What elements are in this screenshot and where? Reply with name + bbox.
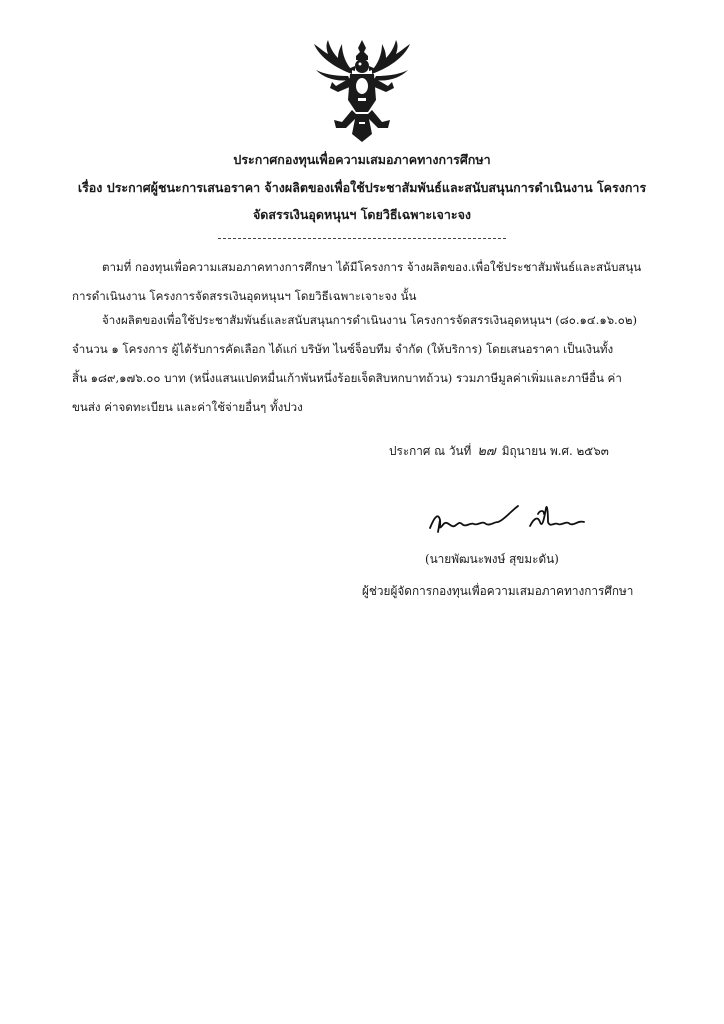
handwritten-signature-icon — [426, 498, 596, 542]
signer-title: ผู้ช่วยผู้จัดการกองทุนเพื่อความเสมอภาคทางการศึกษา — [362, 584, 634, 598]
heading-divider — [218, 238, 506, 239]
paragraph-line: จำนวน ๑ โครงการ ผู้ได้รับการคัดเลือก ได้แก่ บริษัท ไนซ์จ็อบทีม จำกัด (ให้บริการ) โดยเสนอราคา เป็นเงินทั้ง — [72, 342, 614, 356]
paragraph-line: สิ้น ๑๘๙,๑๗๖.๐๐ บาท (หนึ่งแสนแปดหมื่นเก้าพันหนึ่งร้อยเจ็ดสิบหกบาทถ้วน) รวมภาษีมูลค่าเพิ่มและภาษีอื่น ค่า — [72, 371, 622, 385]
signer-name: (นายพัฒนะพงษ์ สุขมะดัน) — [425, 552, 559, 566]
announcement-prefix: ประกาศ ณ วันที่ — [389, 444, 472, 458]
garuda-emblem-icon — [306, 38, 418, 144]
document-heading: ประกาศกองทุนเพื่อความเสมอภาคทางการศึกษา — [233, 152, 491, 167]
document-subject: เรื่อง ประกาศผู้ชนะการเสนอราคา จ้างผลิตของเพื่อใช้ประชาสัมพันธ์และสนับสนุนการดำเนินงาน โครงการ — [77, 180, 647, 195]
paragraph-intro — [72, 253, 652, 311]
paragraph-award — [72, 306, 652, 422]
announcement-month-year: มิถุนายน พ.ศ. ๒๕๖๓ — [501, 444, 609, 458]
document-subject-continued: จัดสรรเงินอุดหนุนฯ โดยวิธีเฉพาะเจาะจง — [252, 207, 472, 222]
paragraph-line: การดำเนินงาน โครงการจัดสรรเงินอุดหนุนฯ โดยวิธีเฉพาะเจาะจง นั้น — [72, 289, 417, 303]
paragraph-line: ตามที่ กองทุนเพื่อความเสมอภาคทางการศึกษา ได้มีโครงการ จ้างผลิตของ.เพื่อใช้ประชาสัมพันธ์และสนับสนุน — [102, 260, 642, 274]
announcement-day: ๒๗ — [477, 444, 496, 459]
announcement-date — [389, 440, 609, 461]
paragraph-line: จ้างผลิตของเพื่อใช้ประชาสัมพันธ์และสนับสนุนการดำเนินงาน โครงการจัดสรรเงินอุดหนุนฯ (๘๐.๑๔.๑๖.๐๒) — [102, 313, 637, 327]
paragraph-line: ขนส่ง ค่าจดทะเบียน และค่าใช้จ่ายอื่นๆ ทั้งปวง — [72, 400, 303, 414]
